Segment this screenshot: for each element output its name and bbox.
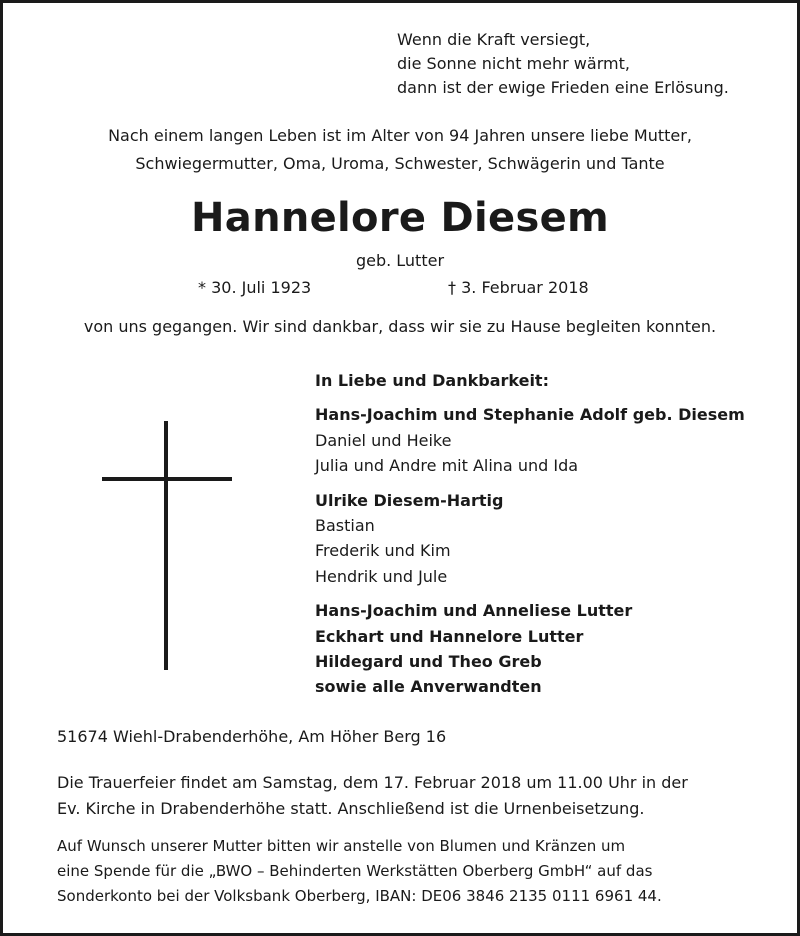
address: 51674 Wiehl-Drabenderhöhe, Am Höher Berg 16 — [57, 727, 447, 746]
mourner-member: Daniel und Heike — [315, 430, 452, 450]
birth-name: geb. Lutter — [355, 251, 445, 270]
mourner-member: Frederik und Kim — [315, 541, 451, 561]
mourner-member: Hendrik und Jule — [315, 566, 448, 586]
mourner-relative: Eckhart und Hannelore Lutter — [315, 626, 584, 646]
mourner-relative: Hans-Joachim und Anneliese Lutter — [315, 601, 633, 621]
mourner-relative: sowie alle Anverwandten — [315, 677, 542, 697]
donation-info — [57, 834, 662, 909]
donation-line: eine Spende für die „BWO – Behinderten Werkstätten Oberberg GmbH“ auf das — [57, 862, 653, 880]
mourners-heading: In Liebe und Dankbarkeit: — [315, 371, 549, 390]
cross-icon — [164, 421, 168, 670]
funeral-info — [57, 770, 688, 822]
birth-date: * 30. Juli 1923 — [198, 278, 312, 297]
closing-line: von uns gegangen. Wir sind dankbar, dass wir sie zu Hause begleiten konnten. — [83, 317, 717, 336]
mourner-member: Bastian — [315, 515, 375, 535]
funeral-line: Ev. Kirche in Drabenderhöhe statt. Anschließend ist die Urnenbeisetzung. — [57, 799, 645, 818]
mourner-relative: Hildegard und Theo Greb — [315, 651, 542, 671]
intro-line: Nach einem langen Leben ist im Alter von 94 Jahren unsere liebe Mutter, — [108, 126, 692, 145]
mourners-list — [315, 368, 745, 700]
deceased-name: Hannelore Diesem — [191, 195, 609, 241]
mourner-group-head: Ulrike Diesem-Hartig — [315, 490, 504, 510]
funeral-line: Die Trauerfeier findet am Samstag, dem 17. Februar 2018 um 11.00 Uhr in der — [57, 773, 688, 792]
poem-line: Wenn die Kraft versiegt, — [397, 30, 591, 49]
donation-line: Sonderkonto bei der Volksbank Oberberg, IBAN: DE06 3846 2135 0111 6961 44. — [57, 887, 662, 905]
poem-line: dann ist der ewige Frieden eine Erlösung. — [397, 78, 729, 97]
donation-line: Auf Wunsch unserer Mutter bitten wir anstelle von Blumen und Kränzen um — [57, 837, 626, 855]
intro-text — [0, 122, 800, 178]
death-date: † 3. Februar 2018 — [448, 278, 589, 297]
intro-line: Schwiegermutter, Oma, Uroma, Schwester, Schwägerin und Tante — [135, 154, 665, 173]
mourner-group-head: Hans-Joachim und Stephanie Adolf geb. Diesem — [315, 405, 745, 425]
poem-line: die Sonne nicht mehr wärmt, — [397, 54, 630, 73]
mourner-member: Julia und Andre mit Alina und Ida — [315, 456, 579, 476]
poem — [397, 28, 729, 100]
cross-icon-bar — [102, 477, 232, 481]
